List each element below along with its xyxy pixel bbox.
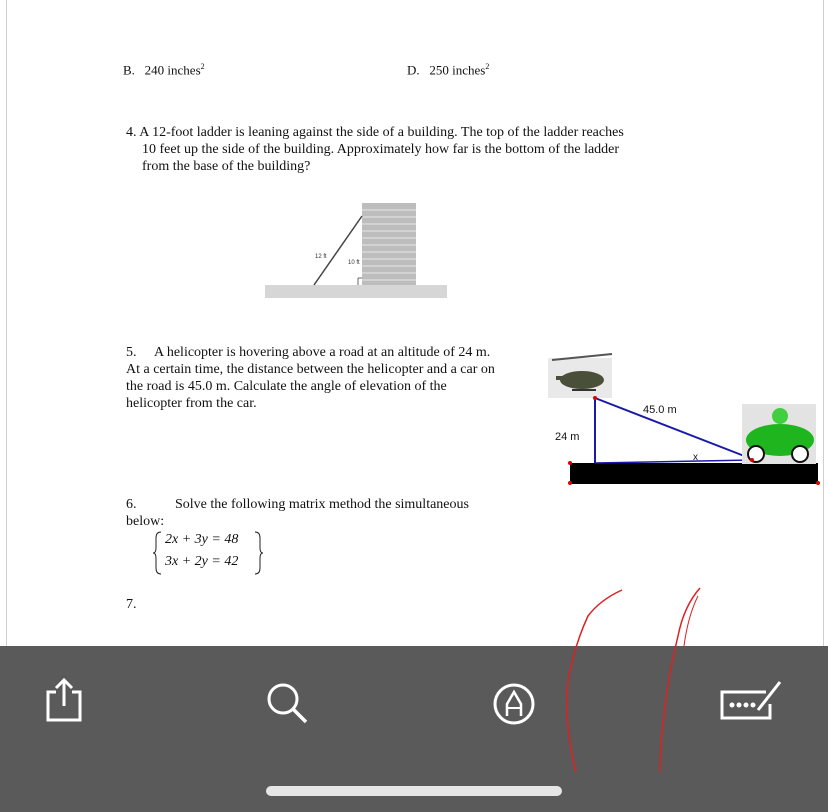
question-7-number: 7.: [126, 597, 137, 612]
share-button[interactable]: [44, 676, 84, 729]
q4-line: 4. A 12-foot ladder is leaning against the side of a building. The top of the ladder reaches: [126, 125, 624, 140]
q5-number: 5.: [126, 345, 137, 360]
markup-button[interactable]: [492, 682, 536, 731]
helicopter-diagram: [542, 348, 820, 488]
q5-line: At a certain time, the distance between the helicopter and a car on: [126, 362, 495, 377]
car-image: [742, 404, 816, 464]
question-5: [126, 344, 546, 412]
q5-line: helicopter from the car.: [126, 396, 257, 411]
altitude-label: 24 m: [555, 431, 580, 443]
hypotenuse-label: 45.0 m: [643, 404, 677, 416]
ground: [265, 285, 447, 298]
option-b: B. 240 inches$^2$: [123, 62, 205, 78]
q6-text: Solve the following matrix method the simultaneous: [175, 497, 469, 512]
equation-2: 3x + 2y = 42: [165, 554, 239, 569]
option-d: D. 250 inches$^2$: [407, 62, 490, 78]
helicopter-image: [548, 354, 612, 398]
question-6: [126, 496, 546, 530]
q4-line: from the base of the building?: [142, 159, 311, 174]
form-fill-button[interactable]: [716, 678, 786, 727]
ground-distance-line: [595, 460, 752, 463]
question-4: [126, 124, 726, 175]
share-icon: [44, 676, 84, 724]
form-fill-icon: [716, 678, 786, 722]
wall-height-label: 10 ft: [348, 260, 360, 266]
q4-line: 10 feet up the side of the building. Approximately how far is the bottom of the ladder: [142, 142, 620, 157]
search-icon: [266, 682, 310, 726]
pen-scribble-overlay: [560, 586, 710, 776]
markup-icon: [492, 682, 536, 726]
equation-system: [153, 530, 265, 576]
search-button[interactable]: [266, 682, 310, 731]
equation-1: 2x + 3y = 48: [165, 532, 239, 547]
q5-line: the road is 45.0 m. Calculate the angle of elevation of the: [126, 379, 447, 394]
document-page: [6, 0, 824, 646]
building: [362, 203, 416, 285]
x-label: x: [693, 452, 698, 463]
ladder-diagram: [262, 198, 452, 302]
left-brace: [153, 530, 163, 576]
q6-below: below:: [126, 514, 165, 529]
q6-number: 6.: [126, 497, 137, 512]
right-brace: [253, 530, 263, 576]
ladder-line: [314, 216, 362, 285]
home-indicator[interactable]: [266, 786, 562, 796]
q5-line: A helicopter is hovering above a road at an altitude of 24 m.: [154, 345, 491, 360]
road: [570, 463, 818, 484]
ladder-length-label: 12 ft: [315, 254, 327, 260]
